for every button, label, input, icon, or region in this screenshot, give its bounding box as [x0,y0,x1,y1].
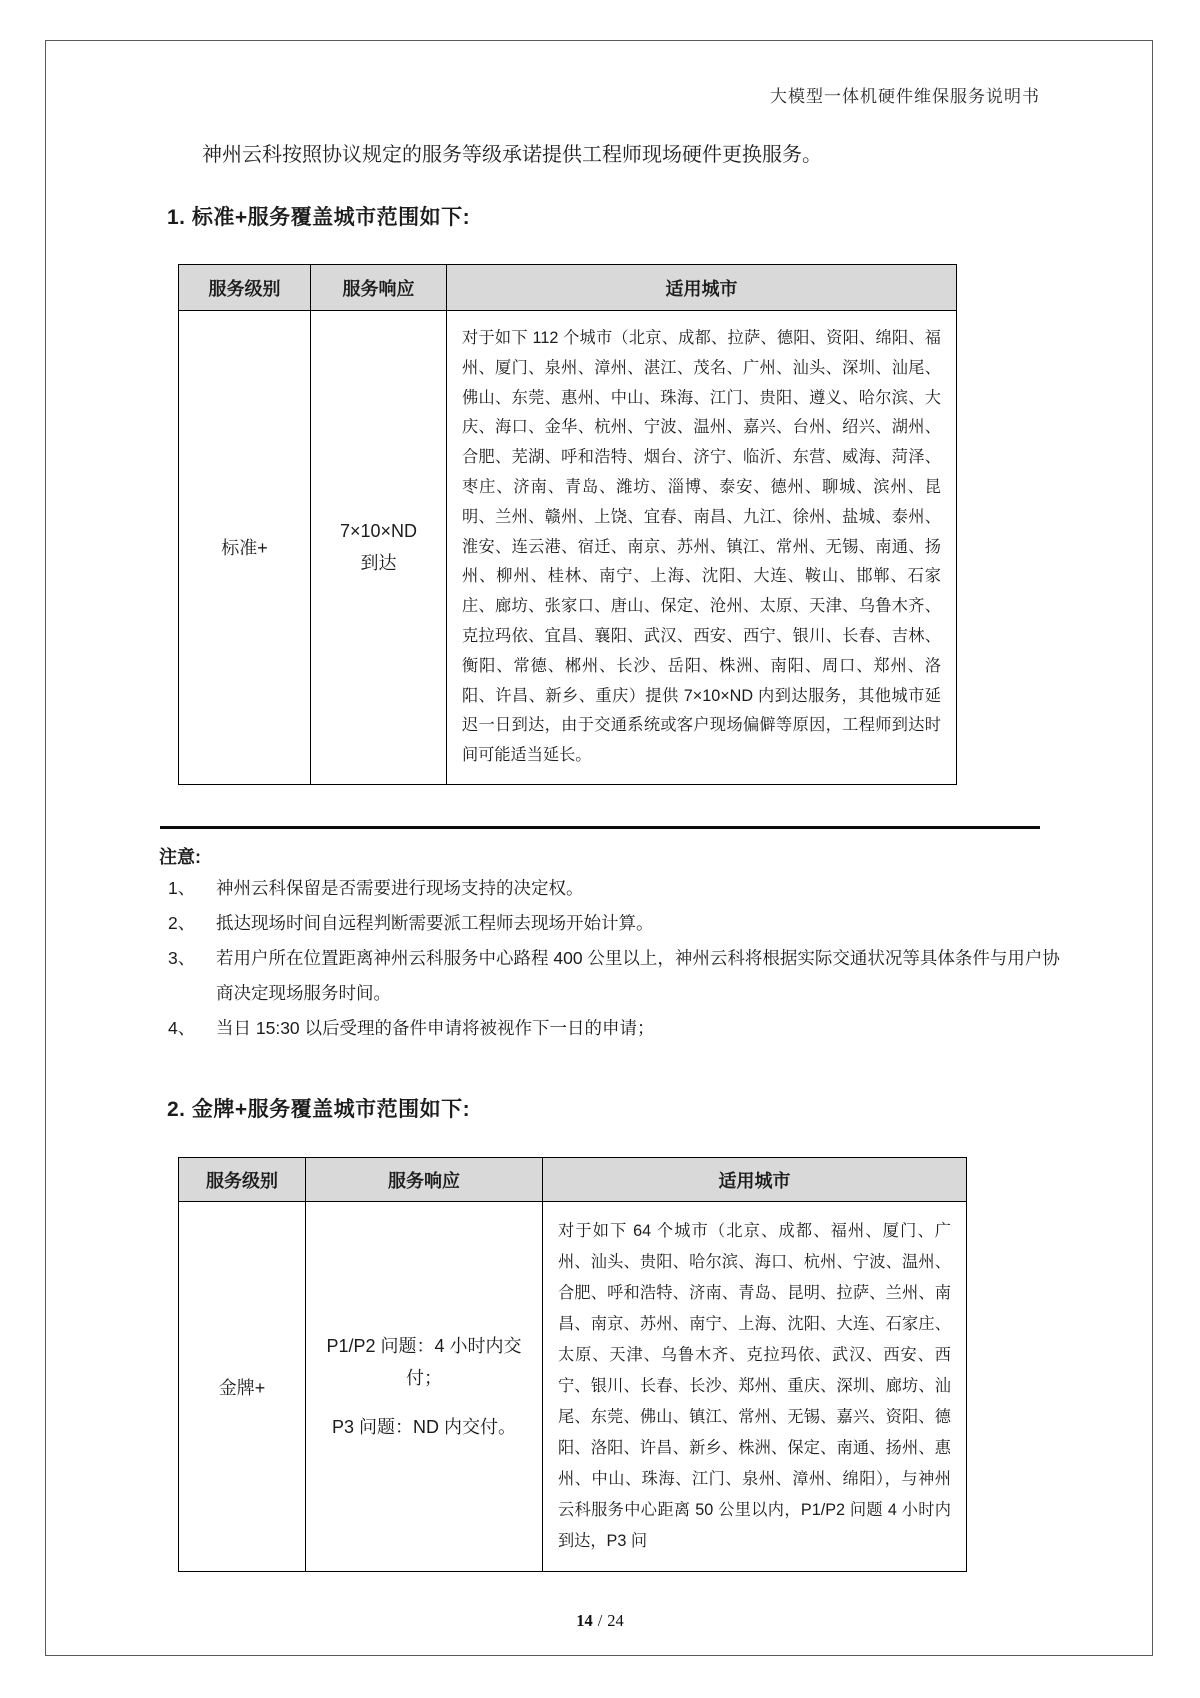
service-level-cell: 标准+ [179,311,311,785]
page-footer [0,1611,1200,1631]
note-item-2 [168,906,1066,941]
note-item-1 [168,871,1066,906]
table-header-row [179,1158,967,1202]
page-header-title: 大模型一体机硬件维保服务说明书 [770,87,1040,106]
col-header-service-response: 服务响应 [306,1158,543,1202]
col-header-service-response: 服务响应 [311,265,447,311]
table-row [179,1202,967,1572]
service-response-cell [311,311,447,785]
section2-heading: 2. 金牌+服务覆盖城市范围如下: [167,1098,471,1121]
note-number: 4、 [168,1018,196,1038]
service-level-cell: 金牌+ [179,1202,306,1572]
col-header-applicable-cities: 适用城市 [543,1158,967,1202]
col-header-applicable-cities: 适用城市 [447,265,957,311]
notes-list [168,871,1066,1046]
col-header-service-level: 服务级别 [179,1158,306,1202]
service-response-cell [306,1202,543,1572]
note-item-3 [168,941,1066,1011]
note-text: 当日 15:30 以后受理的备件申请将被视作下一日的申请； [216,1018,655,1038]
standard-service-table [178,264,957,785]
col-header-service-level: 服务级别 [179,265,311,311]
note-number: 2、 [168,913,196,933]
note-number: 3、 [168,948,196,968]
note-text: 抵达现场时间自远程判断需要派工程师去现场开始计算。 [216,913,654,933]
note-number: 1、 [168,878,196,898]
divider-line [160,826,1040,829]
response-line-1: 7×10×ND [339,521,418,542]
section1-heading: 1. 标准+服务覆盖城市范围如下: [167,206,471,229]
cities-cell: 对于如下 64 个城市（北京、成都、福州、厦门、广州、汕头、贵阳、哈尔滨、海口、杭州、宁波、温州、合肥、呼和浩特、济南、青岛、昆明、拉萨、兰州、南昌、南京、苏州、南宁、上海、沈阳、大连、石家庄、太原、天津、乌鲁木齐、克拉玛依、武汉、西安、西宁、银川、长春、长沙、郑州、重庆、深圳、廊坊、汕尾、东莞、佛山、镇江、常州、无锡、嘉兴、资阳、德阳、洛阳、许昌、新乡、株洲、保定、南通、扬州、惠州、中山、珠海、江门、泉州、漳州、绵阳），与神州云科服务中心距离 50 公里以内，P1/P2 问题 4 小时内到达，P3 问 [543,1202,967,1572]
gold-service-table [178,1157,967,1572]
table-header-row [179,265,957,311]
total-page-count: 24 [607,1611,624,1630]
current-page-number: 14 [576,1611,593,1630]
response-line-2: 到达 [360,553,397,574]
cities-cell: 对于如下 112 个城市（北京、成都、拉萨、德阳、资阳、绵阳、福州、厦门、泉州、漳州、湛江、茂名、广州、汕头、深圳、汕尾、佛山、东莞、惠州、中山、珠海、江门、贵阳、遵义、哈尔滨、大庆、海口、金华、杭州、宁波、温州、嘉兴、台州、绍兴、湖州、合肥、芜湖、呼和浩特、烟台、济宁、临沂、东营、威海、菏泽、枣庄、济南、青岛、潍坊、淄博、泰安、德州、聊城、滨州、昆明、兰州、赣州、上饶、宜春、南昌、九江、徐州、盐城、泰州、淮安、连云港、宿迁、南京、苏州、镇江、常州、无锡、南通、扬州、柳州、桂林、南宁、上海、沈阳、大连、鞍山、邯郸、石家庄、廊坊、张家口、唐山、保定、沧州、太原、天津、乌鲁木齐、克拉玛依、宜昌、襄阳、武汉、西安、西宁、银川、长春、吉林、衡阳、常德、郴州、长沙、岳阳、株洲、南阳、周口、郑州、洛阳、许昌、新乡、重庆）提供 7×10×ND 内到达服务，其他城市延迟一日到达，由于交通系统或客户现场偏僻等原因，工程师到达时间可能适当延长。 [447,311,957,785]
intro-paragraph: 神州云科按照协议规定的服务等级承诺提供工程师现场硬件更换服务。 [202,144,822,166]
note-text: 神州云科保留是否需要进行现场支持的决定权。 [216,878,584,898]
note-text: 若用户所在位置距离神州云科服务中心路程 400 公里以上，神州云科将根据实际交通状况等具体条件与用户协商决定现场服务时间。 [216,948,1060,1003]
page-number-separator: / [597,1611,603,1630]
response-line-1: P1/P2 问题：4 小时内交付； [326,1336,522,1388]
table-row [179,311,957,785]
notes-label: 注意: [159,847,201,867]
response-line-2: P3 问题：ND 内交付。 [331,1417,517,1437]
note-item-4 [168,1011,1066,1046]
